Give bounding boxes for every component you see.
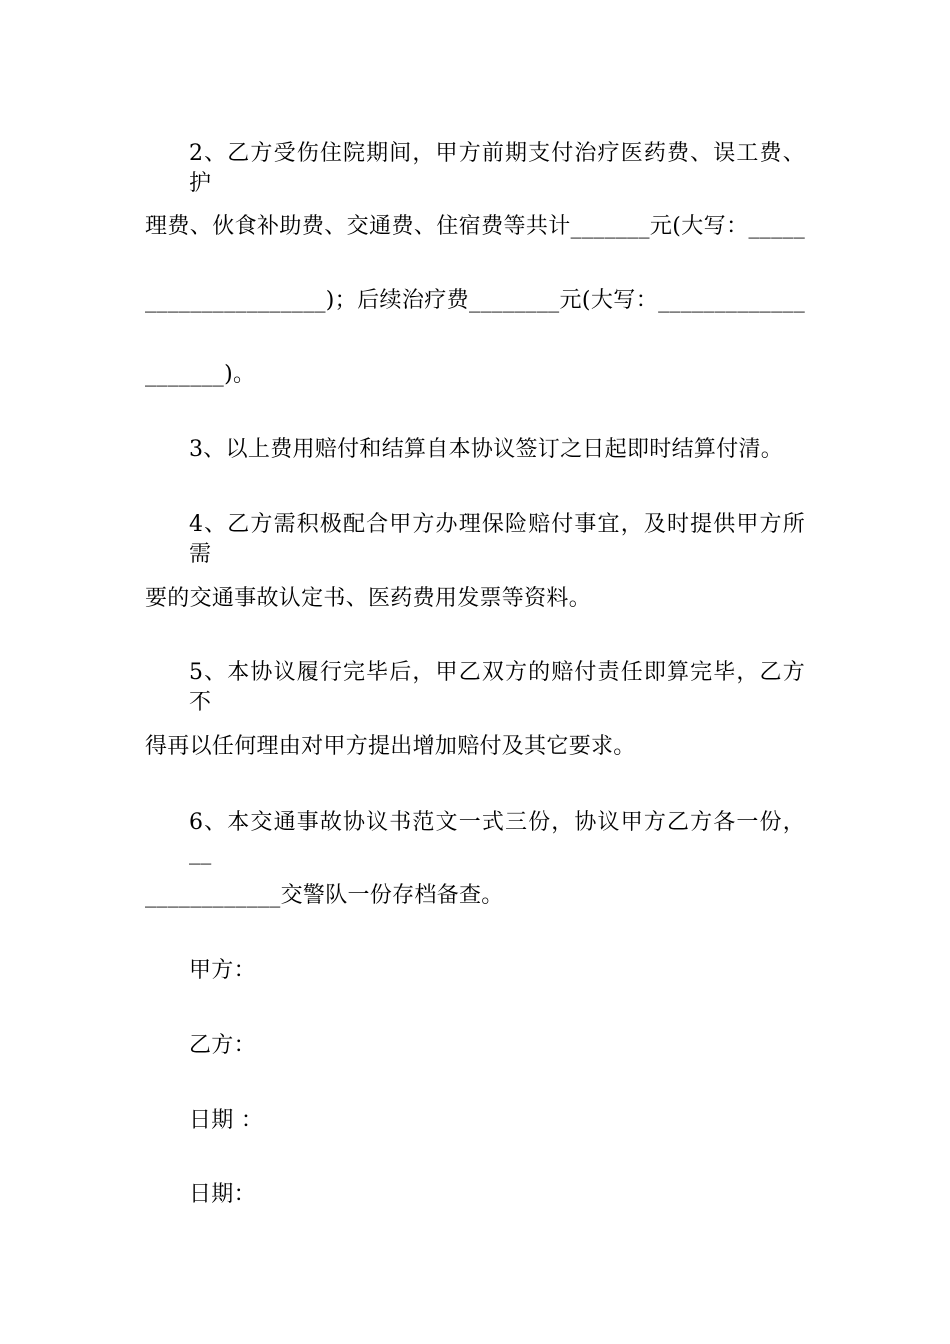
paragraph-2-line-2: 理费、伙食补助费、交通费、住宿费等共计_______元(大写：_____	[145, 214, 805, 239]
signature-party-a: 甲方：	[189, 958, 256, 983]
paragraph-4-line-1: 4、乙方需积极配合甲方办理保险赔付事宜，及时提供甲方所需	[189, 512, 805, 567]
signature-date-1: 日期 ：	[189, 1108, 264, 1133]
signature-party-b: 乙方：	[189, 1033, 256, 1058]
paragraph-5-line-2: 得再以任何理由对甲方提出增加赔付及其它要求。	[145, 734, 636, 759]
paragraph-5-line-1: 5、本协议履行完毕后，甲乙双方的赔付责任即算完毕，乙方不	[189, 660, 805, 715]
paragraph-6-line-1: 6、本交通事故协议书范文一式三份，协议甲方乙方各一份，__	[189, 810, 805, 865]
paragraph-2-line-1: 2、乙方受伤住院期间，甲方前期支付治疗医药费、误工费、护	[189, 141, 805, 196]
paragraph-4-line-2: 要的交通事故认定书、医药费用发票等资料。	[145, 586, 592, 611]
paragraph-3-line-1: 3、以上费用赔付和结算自本协议签订之日起即时结算付清。	[189, 437, 784, 462]
paragraph-2-line-3: ________________)；后续治疗费________元(大写：_____________	[145, 288, 805, 313]
signature-date-2: 日期：	[189, 1182, 256, 1207]
paragraph-6-line-2: ____________交警队一份存档备查。	[145, 883, 504, 908]
paragraph-2-line-4: _______)。	[145, 362, 256, 387]
